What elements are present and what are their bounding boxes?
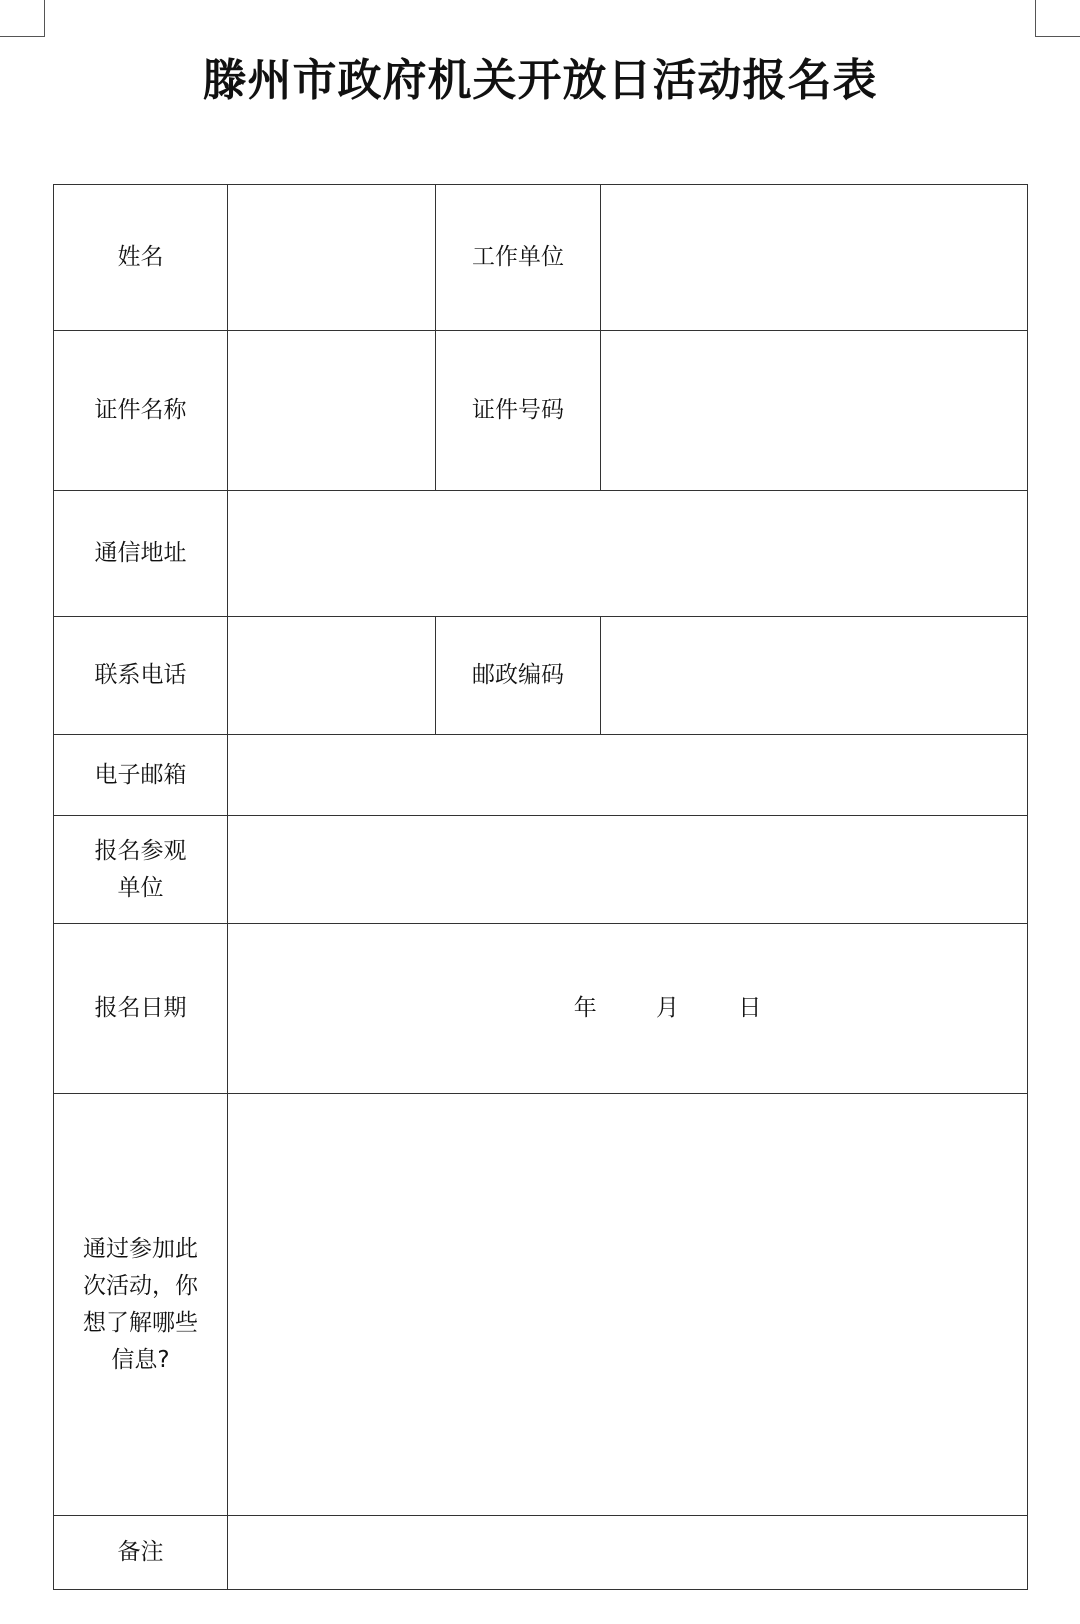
remarks-label: 备注 xyxy=(54,1516,228,1590)
question-label-wrap xyxy=(66,1231,216,1379)
date-label: 报名日期 xyxy=(54,924,228,1094)
date-month-label: 月 xyxy=(656,995,679,1021)
row-address xyxy=(54,491,1028,617)
visit-unit-label-line2: 单位 xyxy=(117,874,164,901)
email-label: 电子邮箱 xyxy=(54,735,228,816)
email-field[interactable] xyxy=(228,735,1028,816)
row-visit-unit xyxy=(54,816,1028,924)
row-name xyxy=(54,185,1028,331)
visit-unit-label-wrap xyxy=(66,833,216,907)
address-label: 通信地址 xyxy=(54,491,228,617)
name-label: 姓名 xyxy=(54,185,228,331)
date-year-label: 年 xyxy=(573,995,597,1021)
question-label xyxy=(54,1094,228,1516)
registration-form-table xyxy=(53,184,1028,1590)
question-field[interactable] xyxy=(228,1094,1028,1516)
id-number-field[interactable] xyxy=(601,331,1028,491)
crop-mark-left xyxy=(0,0,45,37)
phone-field[interactable] xyxy=(228,617,436,735)
address-field[interactable] xyxy=(228,491,1028,617)
row-phone xyxy=(54,617,1028,735)
remarks-field[interactable] xyxy=(228,1516,1028,1590)
question-label-line4: 信息? xyxy=(111,1346,170,1373)
name-field[interactable] xyxy=(228,185,436,331)
question-label-line3: 想了解哪些 xyxy=(83,1309,198,1336)
postcode-field[interactable] xyxy=(601,617,1028,735)
page-title: 滕州市政府机关开放日活动报名表 xyxy=(202,55,878,106)
work-unit-field[interactable] xyxy=(601,185,1028,331)
crop-mark-right xyxy=(1035,0,1080,37)
postcode-label: 邮政编码 xyxy=(436,617,601,735)
visit-unit-label-line1: 报名参观 xyxy=(94,837,187,864)
question-label-line2: 次活动，你 xyxy=(83,1272,198,1299)
phone-label: 联系电话 xyxy=(54,617,228,735)
row-email xyxy=(54,735,1028,816)
work-unit-label: 工作单位 xyxy=(436,185,601,331)
visit-unit-label xyxy=(54,816,228,924)
row-id xyxy=(54,331,1028,491)
id-type-label: 证件名称 xyxy=(54,331,228,491)
row-date xyxy=(54,924,1028,1094)
date-parts xyxy=(468,990,788,1027)
id-number-label: 证件号码 xyxy=(436,331,601,491)
date-field[interactable] xyxy=(228,924,1028,1094)
visit-unit-field[interactable] xyxy=(228,816,1028,924)
row-remarks xyxy=(54,1516,1028,1590)
row-question xyxy=(54,1094,1028,1516)
date-day-label: 日 xyxy=(738,995,762,1021)
question-label-line1: 通过参加此 xyxy=(83,1235,198,1262)
id-type-field[interactable] xyxy=(228,331,436,491)
